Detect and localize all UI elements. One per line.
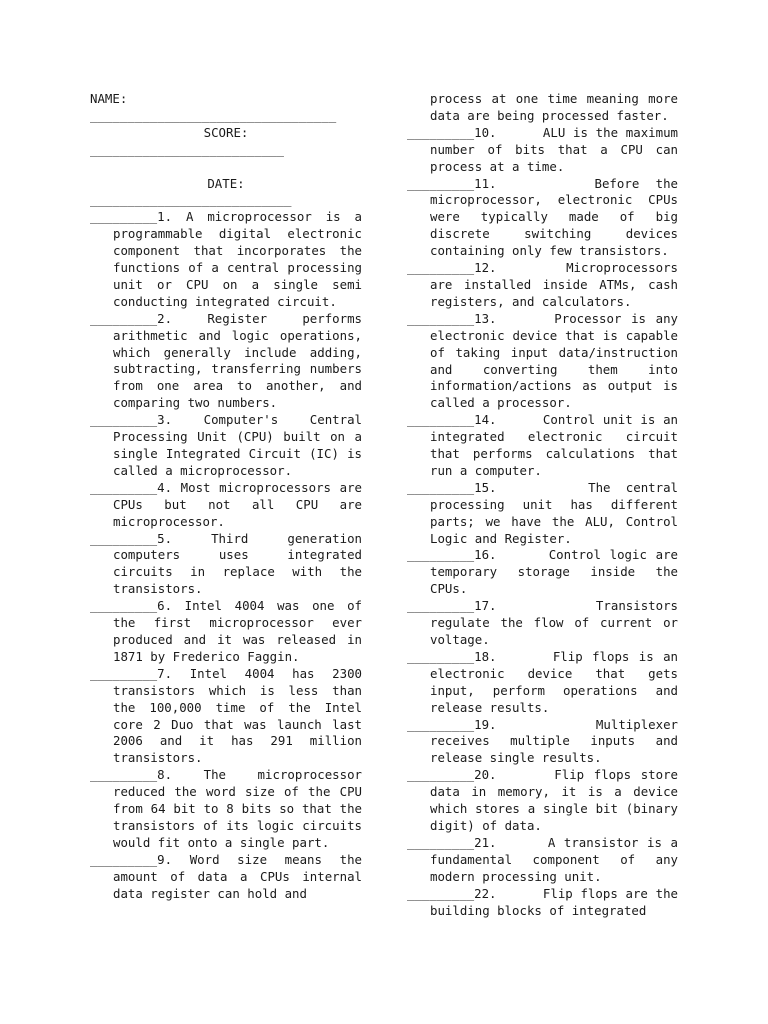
answer-blank[interactable]: _________: [407, 767, 475, 783]
answer-blank[interactable]: _________: [407, 716, 475, 732]
answer-blank[interactable]: _________: [407, 598, 475, 614]
question-text: 15. The central processing unit has different parts; we have the ALU, Control Logic and Register.: [430, 479, 686, 546]
question-text: 5. Third generation computers uses integrated circuits in replace with the transistors.: [113, 530, 370, 597]
question-text: 19. Multiplexer receives multiple inputs and release single results.: [430, 716, 686, 766]
question-text: 17. Transistors regulate the flow of current or voltage.: [430, 598, 686, 647]
question-text: 12. Microprocessors are installed inside ATMs, cash registers, and calculators.: [430, 260, 686, 309]
question-text: 9. Word size means the amount of data a CPUs internal data register can hold and: [113, 851, 370, 901]
question-item: [407, 260, 686, 311]
answer-blank[interactable]: _________: [407, 310, 475, 326]
question-item: [90, 598, 370, 666]
question-text: 13. Processor is any electronic device that is capable of taking input data/instruction and converting them into information/actions as output is called a processor.: [430, 310, 686, 411]
name-label: NAME:: [90, 91, 128, 106]
question-item: [90, 479, 370, 531]
question-item: [90, 310, 370, 412]
question-item: [407, 885, 686, 920]
answer-blank[interactable]: _________: [407, 834, 475, 850]
answer-blank[interactable]: _________: [407, 175, 475, 191]
question-item: [90, 209, 370, 310]
answer-blank[interactable]: _________: [90, 310, 158, 326]
question-text: 16. Control logic are temporary storage inside the CPUs.: [430, 547, 686, 597]
question-item: [90, 665, 370, 767]
question-text: 11. Before the microprocessor, electronic CPUs were typically made of big discrete switching devices containing only few transistors.: [430, 175, 686, 259]
score-blank[interactable]: __________________________: [90, 141, 284, 157]
question-text: 4. Most microprocessors are CPUs but not all CPU are microprocessor.: [113, 479, 370, 529]
left-question-list: [90, 209, 370, 902]
question-item: [407, 598, 686, 649]
answer-blank[interactable]: _________: [407, 479, 475, 495]
question-item: [407, 716, 686, 768]
question-item: [407, 175, 686, 261]
question-item: [407, 124, 686, 176]
answer-blank[interactable]: _________: [90, 412, 158, 428]
question-text: 22. Flip flops are the building blocks of integrated: [430, 885, 686, 918]
question-item: [407, 479, 686, 548]
name-blank[interactable]: _________________________________: [90, 107, 337, 123]
question-text: 14. Control unit is an integrated electronic circuit that performs calculations that run a computer.: [430, 412, 686, 478]
question-text: 21. A transistor is a fundamental component of any modern processing unit.: [430, 834, 686, 884]
question-text: 6. Intel 4004 was one of the first microprocessor ever produced and it was released in 1871 by Frederico Faggin.: [113, 598, 370, 664]
right-column: [407, 91, 686, 919]
question-item: [90, 767, 370, 852]
answer-blank[interactable]: _________: [90, 209, 158, 225]
question-item: [407, 648, 686, 717]
question-text: 20. Flip flops store data in memory, it is a device which stores a single bit (binary digit) of data.: [430, 767, 686, 833]
question-text: 3. Computer's Central Processing Unit (CPU) built on a single Integrated Circuit (IC) is called a microprocessor.: [113, 412, 370, 478]
question-item: [407, 310, 686, 412]
question-item: [90, 851, 370, 903]
answer-blank[interactable]: _________: [90, 479, 158, 495]
question-item: [407, 834, 686, 886]
answer-blank[interactable]: _________: [407, 648, 475, 664]
question-9-continuation: process at one time meaning more data are being processed faster.: [430, 91, 678, 123]
answer-blank[interactable]: _________: [407, 885, 475, 901]
right-question-list: [407, 124, 686, 920]
left-column: [90, 91, 370, 902]
answer-blank[interactable]: _________: [90, 530, 158, 546]
question-item: [90, 412, 370, 480]
question-text: 18. Flip flops is an electronic device that gets input, perform operations and release results.: [430, 648, 686, 715]
question-item: [407, 547, 686, 598]
answer-blank[interactable]: _________: [90, 665, 158, 681]
header-spacer: [90, 159, 362, 176]
date-blank[interactable]: ___________________________: [90, 192, 292, 208]
question-text: 8. The microprocessor reduced the word size of the CPU from 64 bit to 8 bits so that the transistors of its logic circuits would fit onto a single part.: [113, 767, 370, 850]
answer-blank[interactable]: _________: [407, 547, 475, 563]
question-text: 10. ALU is the maximum number of bits that a CPU can process at a time.: [430, 124, 686, 174]
question-item: [407, 767, 686, 835]
answer-blank[interactable]: _________: [90, 767, 158, 783]
date-label: DATE:: [207, 175, 245, 191]
answer-blank[interactable]: _________: [407, 260, 475, 276]
question-text: 2. Register performs arithmetic and logic operations, which generally include adding, subtracting, transferring numbers from one area to another, and comparing two numbers.: [113, 310, 370, 411]
question-item: [407, 412, 686, 480]
answer-blank[interactable]: _________: [90, 851, 158, 867]
answer-blank[interactable]: _________: [407, 124, 475, 140]
question-text: 7. Intel 4004 has 2300 transistors which is less than the 100,000 time of the Intel core 2 Duo that was launch last 2006 and it has 291 million transistors.: [113, 665, 370, 766]
answer-blank[interactable]: _________: [90, 598, 158, 614]
question-text: 1. A microprocessor is a programmable digital electronic component that incorporates the functions of a central processing unit or CPU on a single semi conducting integrated circuit.: [113, 209, 370, 309]
score-label: SCORE:: [203, 124, 249, 140]
question-item: [90, 530, 370, 599]
answer-blank[interactable]: _________: [407, 412, 475, 428]
